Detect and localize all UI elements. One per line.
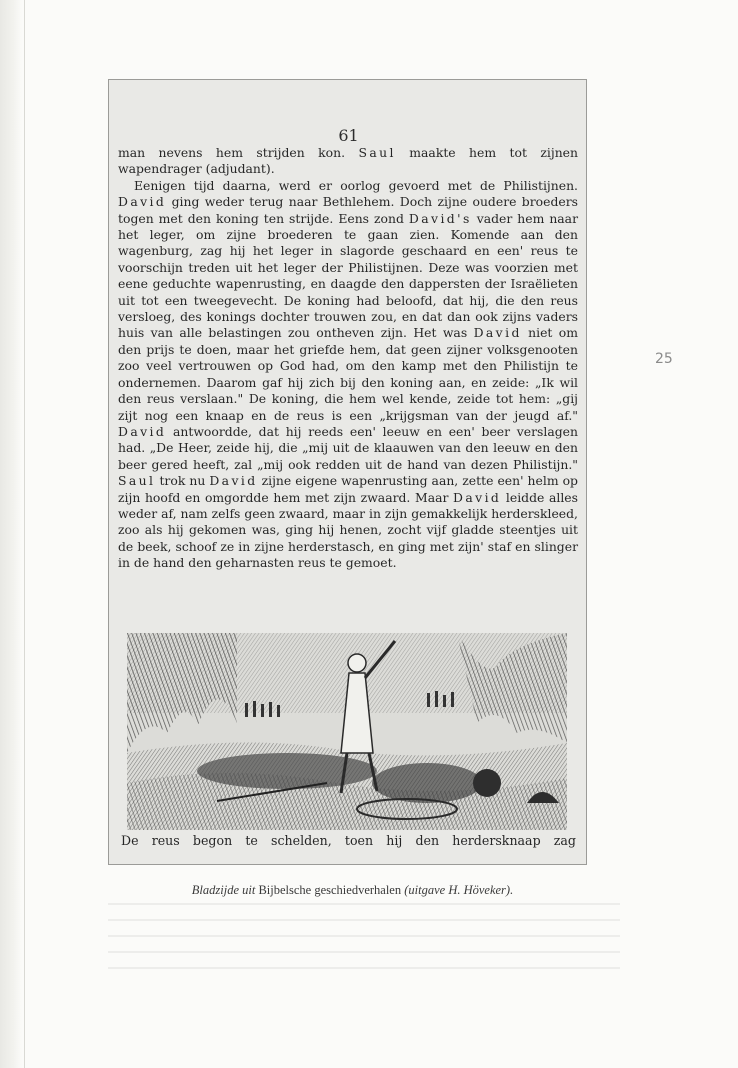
name-spaced: David bbox=[453, 489, 502, 505]
caption-title: Bijbelsche geschiedverhalen bbox=[255, 883, 405, 897]
text-run: maakte hem tot zijnen wapendrager (adjudant). bbox=[118, 145, 578, 177]
text-run: leidde alles weder af, nam zelfs geen zwaard, maar in zijn gemakkelijk herderskleed, zoo als hij gekomen was, ging hij henen, zocht vijf gladde steentjes uit de beek, schoof ze in zijne herderstasch, en ging met zijn' staf en slinger in de hand den geharnasten reus te gemoet. bbox=[118, 489, 579, 571]
name-spaced: David bbox=[473, 325, 522, 341]
text-run: ging weder terug naar Bethlehem. Doch zijne oudere broeders togen met den koning ten strijde. Eens zond bbox=[118, 194, 578, 226]
binding-shadow bbox=[0, 0, 22, 1068]
name-spaced: Saul bbox=[118, 473, 156, 489]
scanned-page bbox=[108, 79, 587, 865]
text-run: antwoordde, dat hij reeds een' leeuw en een' beer verslagen had. „De Heer, zeide hij, die „mij uit de klaauwen van den leeuw en den beer gered heeft, zal „mij ook redden uit de hand van dezen Philistijn." bbox=[118, 423, 578, 472]
name-spaced: David bbox=[118, 423, 167, 439]
caption-italic-part: Bladzijde uit bbox=[191, 883, 256, 897]
text-run: niet om den prijs te doen, maar het griefde hem, dat geen zijner volksgenooten zoo veel vertrouwen op God had, om den kamp met den Philistijn te ondernemen. Daarom gaf hij zich bij den koning aan, en zeide: „Ik wil den reus verslaan." De koning, die hem wel kende, zeide tot hem: „gij zijt nog een knaap en de reus is een „krijgsman van der jeugd af." bbox=[118, 325, 578, 423]
page-edge bbox=[24, 0, 25, 1068]
name-spaced: Saul bbox=[358, 145, 396, 160]
text-run: vader hem naar het leger, om zijne broederen te gaan zien. Komende aan den wagenburg, zag hij het leger in slagorde geschaard en een' reus te voorschijn treden uit het leger der Philistijnen. Deze was voorzien met eene geduchte wapenrusting, en daagde den dappersten der Israëlieten uit tot een tweegevecht. De koning had beloofd, dat hij, die den reus versloeg, des konings dochter trouwen zou, en dat dan ook zijns vaders huis van alle belastingen zou ontheven zijn. Het was bbox=[118, 210, 578, 341]
text-run: zijne eigene wapenrusting aan, zette een' helm op zijn hoofd en omgordde hem met zijn zwaard. Maar bbox=[118, 473, 578, 505]
caption-publisher: (uitgave H. Höveker). bbox=[404, 883, 514, 897]
text-run: trok nu bbox=[155, 473, 210, 489]
body-paragraph bbox=[118, 145, 578, 178]
body-paragraph bbox=[118, 178, 578, 572]
illustration-caption: De reus begon te schelden, toen hij den herdersknaap zag bbox=[121, 833, 576, 848]
name-spaced: David's bbox=[408, 210, 472, 226]
name-spaced: David bbox=[209, 473, 258, 489]
figure-caption bbox=[0, 883, 705, 898]
name-spaced: David bbox=[118, 194, 167, 210]
bleed-through-text bbox=[108, 903, 620, 981]
scan-body-text bbox=[118, 145, 578, 572]
woodcut-illustration bbox=[127, 633, 567, 830]
scan-page-number: 61 bbox=[338, 126, 359, 145]
text-run: man nevens hem strijden kon. bbox=[118, 145, 359, 160]
text-run: Eenigen tijd daarna, werd er oorlog gevoerd met de Philistijnen. bbox=[134, 177, 578, 193]
book-page-number: 25 bbox=[655, 351, 673, 367]
